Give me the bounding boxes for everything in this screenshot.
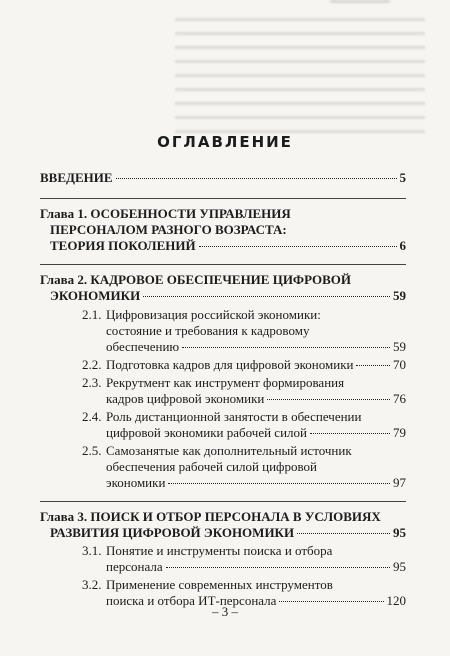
chapter-title-line: РАЗВИТИЯ ЦИФРОВОЙ ЭКОНОМИКИ (50, 525, 295, 540)
leader-dots (166, 567, 390, 568)
section-number: 2.2. (82, 357, 102, 372)
chapter-title-line: ПЕРСОНАЛОМ РАЗНОГО ВОЗРАСТА: (50, 222, 287, 237)
section-title-line: поиска и отбора ИТ-персонала (106, 593, 277, 608)
toc-entry-section-3-1[interactable] (40, 543, 406, 575)
page-number: 95 (393, 525, 406, 540)
divider (40, 198, 406, 199)
section-number: 2.1. (82, 307, 102, 322)
section-title-line: Подготовка кадров для цифровой экономики (106, 357, 354, 372)
leader-dots (297, 533, 390, 534)
section-title-line: Рекрутмент как инструмент формирования (106, 375, 345, 390)
chapter-title-line: ЭКОНОМИКИ (50, 288, 141, 303)
chapter-title-line: Глава 3. ПОИСК И ОТБОР ПЕРСОНАЛА В УСЛОВИЯХ (40, 509, 381, 524)
page-number: 76 (393, 391, 406, 406)
toc-entry-intro[interactable] (40, 170, 406, 186)
page-number: 120 (386, 593, 406, 608)
section-title-line: обеспечению (106, 339, 180, 354)
leader-dots (267, 399, 390, 400)
leader-dots (182, 347, 390, 348)
section-title-line: кадров цифровой экономики (106, 391, 265, 406)
toc-entry-label: ВВЕДЕНИЕ (40, 170, 113, 185)
chapter-title-line: ТЕОРИЯ ПОКОЛЕНИЙ (50, 238, 196, 253)
divider (40, 264, 406, 265)
section-number: 3.2. (82, 577, 102, 592)
page-number: 5 (399, 170, 406, 185)
page-number: 79 (393, 425, 406, 440)
section-title-line: Самозанятые как дополнительный источник (106, 443, 352, 458)
section-title-line: обеспечения рабочей силой цифровой (106, 459, 317, 474)
toc-entry-chapter-1[interactable] (40, 206, 406, 254)
table-of-contents (40, 170, 406, 609)
leader-dots (116, 178, 397, 179)
section-title-line: состояние и требования к кадровому (106, 323, 310, 338)
bleed-through-text (175, 18, 425, 138)
page-number: 59 (393, 339, 406, 354)
toc-entry-section-2-5[interactable] (40, 443, 406, 491)
section-title-line: персонала (106, 559, 163, 574)
page-number: 6 (399, 238, 406, 253)
toc-entry-chapter-2[interactable] (40, 272, 406, 304)
section-title-line: Понятие и инструменты поиска и отбора (106, 543, 333, 558)
chapter-title-line: Глава 1. ОСОБЕННОСТИ УПРАВЛЕНИЯ (40, 206, 291, 221)
chapter-title-line: Глава 2. КАДРОВОЕ ОБЕСПЕЧЕНИЕ ЦИФРОВОЙ (40, 272, 351, 287)
page-number: 70 (393, 357, 406, 372)
page-number: 95 (393, 559, 406, 574)
toc-entry-section-2-3[interactable] (40, 375, 406, 407)
page-number: 97 (393, 475, 406, 490)
leader-dots (356, 365, 390, 366)
page-title: ОГЛАВЛЕНИЕ (157, 133, 293, 151)
leader-dots (168, 483, 390, 484)
section-title-line: цифровой экономики рабочей силой (106, 425, 307, 440)
page-number: 59 (393, 288, 406, 303)
section-number: 2.5. (82, 443, 102, 458)
leader-dots (199, 246, 397, 247)
section-number: 3.1. (82, 543, 102, 558)
section-number: 2.4. (82, 409, 102, 424)
toc-entry-chapter-3[interactable] (40, 509, 406, 541)
leader-dots (310, 433, 390, 434)
leader-dots (143, 296, 390, 297)
divider (40, 501, 406, 502)
page-footer-number: – 3 – (212, 604, 238, 619)
toc-entry-section-2-1[interactable] (40, 307, 406, 355)
section-number: 2.3. (82, 375, 102, 390)
toc-entry-section-2-4[interactable] (40, 409, 406, 441)
bleed-through-text (330, 0, 390, 8)
section-title-line: Цифровизация российской экономики: (106, 307, 321, 322)
leader-dots (279, 601, 383, 602)
toc-entry-section-2-2[interactable] (40, 357, 406, 373)
section-title-line: Роль дистанционной занятости в обеспечении (106, 409, 362, 424)
section-title-line: экономики (106, 475, 166, 490)
section-title-line: Применение современных инструментов (106, 577, 333, 592)
